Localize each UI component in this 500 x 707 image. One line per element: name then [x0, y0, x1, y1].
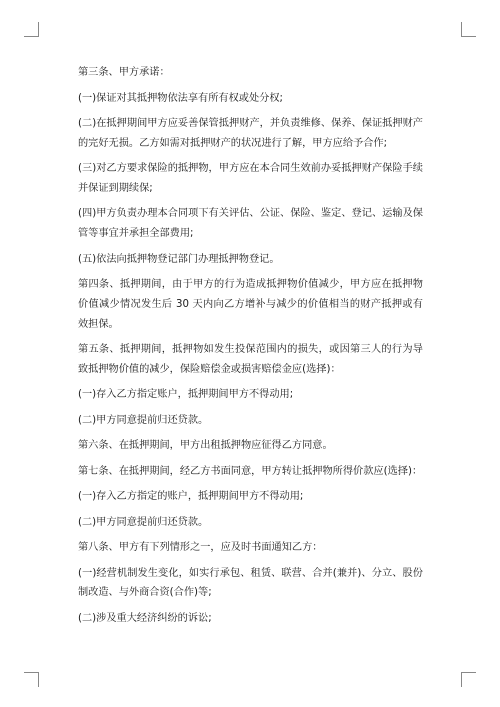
- document-body: [78, 63, 423, 634]
- paragraph: 第五条、抵押期间，抵押物如发生投保范围内的损失，或因第三人的行为导致抵押物价值的减少，保险赔偿金或损害赔偿金应(选择)：: [78, 344, 423, 375]
- paragraph: (一)保证对其抵押物依法享有所有权或处分权;: [78, 92, 283, 104]
- paragraph: (五)依法向抵押物登记部门办理抵押物登记。: [78, 253, 280, 265]
- paragraph: (二)涉及重大经济纠纷的诉讼;: [78, 612, 212, 624]
- paragraph: 第八条、甲方有下列情形之一，应及时书面通知乙方：: [78, 542, 323, 554]
- paragraph: 第六条、在抵押期间，甲方出租抵押物应征得乙方同意。: [78, 440, 333, 452]
- paragraph: (一)经营机制发生变化，如实行承包、租赁、联营、合并(兼并)、分立、股份制改造、与外商合资(合作)等;: [78, 567, 423, 599]
- paragraph: (一)存入乙方指定的账户，抵押期间甲方不得动用;: [78, 491, 304, 503]
- paragraph: (二)甲方同意提前归还贷款。: [78, 516, 209, 528]
- paragraph: (二)甲方同意提前归还贷款。: [78, 414, 209, 426]
- crop-mark-top-left: [24, 22, 39, 37]
- paragraph: 第三条、甲方承诺：: [78, 67, 170, 78]
- crop-mark-top-right: [461, 22, 476, 37]
- crop-mark-bottom-left: [24, 672, 39, 687]
- paragraph: (三)对乙方要求保险的抵押物，甲方应在本合同生效前办妥抵押财产保险手续并保证到期续保;: [78, 163, 423, 194]
- paragraph: (四)甲方负责办理本合同项下有关评估、公证、保险、鉴定、登记、运输及保管等事宜并承担全部费用;: [78, 208, 423, 240]
- paragraph: 第七条、在抵押期间，经乙方书面同意，甲方转让抵押物所得价款应(选择)：: [78, 465, 423, 477]
- crop-mark-bottom-right: [461, 672, 476, 687]
- paragraph: 第四条、抵押期间，由于甲方的行为造成抵押物价值减少，甲方应在抵押物价值减少情况发生后 30 天内向乙方增补与减少的价值相当的财产抵押或有效担保。: [78, 279, 423, 330]
- paragraph: (一)存入乙方指定账户，抵押期间甲方不得动用;: [78, 389, 294, 401]
- paragraph: (二)在抵押期间甲方应妥善保管抵押财产，并负责维修、保养、保证抵押财产的完好无损。乙方如需对抵押财产的状况进行了解，甲方应给予合作;: [78, 118, 423, 149]
